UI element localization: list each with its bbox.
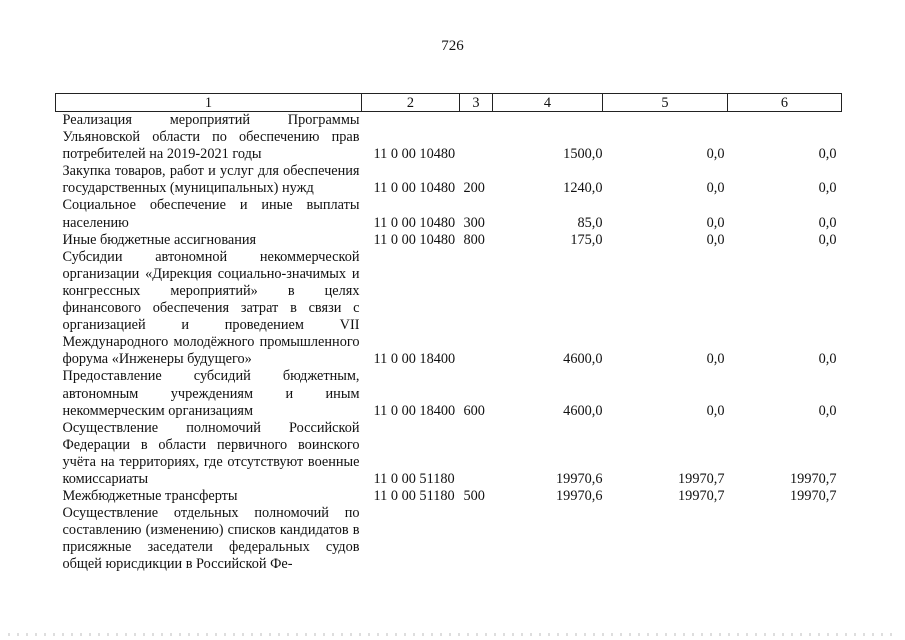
- row-target-code: 11 0 00 51180: [373, 470, 455, 487]
- table-row: [56, 163, 842, 197]
- row-target-code: 11 0 00 18400: [373, 402, 456, 419]
- row-target-code: 11 0 00 10480: [373, 146, 456, 163]
- row-value-col4: 4600,0: [563, 402, 603, 419]
- row-value-col5: 0,0: [706, 214, 725, 231]
- row-expense-kind: 300: [463, 214, 485, 231]
- table-row: [56, 197, 842, 231]
- row-name: Реализация мероприятий Программы Ульяновской области по обеспечению прав потребителей на 2019-2021 годы: [62, 112, 360, 163]
- row-value-col4: 175,0: [570, 231, 603, 248]
- row-value-col5: 0,0: [706, 402, 725, 419]
- row-expense-kind: 500: [463, 488, 485, 505]
- row-target-code: 11 0 00 51180: [373, 488, 455, 505]
- table-header-row: [56, 94, 842, 112]
- budget-table: [55, 93, 842, 574]
- row-name: Социальное обеспечение и иные выплаты населению: [62, 197, 360, 231]
- row-name: Предоставление субсидий бюджетным, автономным учреждениям и иным некоммерческим организациям: [62, 368, 360, 419]
- row-value-col5: 0,0: [706, 231, 725, 248]
- row-name: Субсидии автономной некоммерческой организации «Дирекция социально-значимых и конгрессных мероприятий» в целях финансового обеспечения затрат в связи с организацией и проведением VII Международного молодёжного промышленного форума «Инженеры будущего»: [62, 248, 360, 368]
- row-name: Осуществление отдельных полномочий по составлению (изменению) списков кандидатов в присяжные заседатели федеральных судов общей юрисдикции в Российской Фе-: [62, 505, 360, 573]
- row-value-col6: 0,0: [818, 146, 837, 163]
- row-value-col6: 0,0: [818, 231, 837, 248]
- row-value-col6: 19970,7: [790, 470, 837, 487]
- row-target-code: 11 0 00 10480: [373, 214, 456, 231]
- row-target-code: [362, 505, 460, 573]
- scan-edge-marks: [8, 633, 898, 636]
- row-value-col4: 1240,0: [563, 180, 603, 197]
- row-value-col5: [603, 505, 728, 573]
- row-expense-kind: 800: [463, 231, 485, 248]
- row-expense-kind: [460, 505, 493, 573]
- row-value-col6: 19970,7: [790, 488, 837, 505]
- page-number: 726: [441, 38, 464, 54]
- row-name: Закупка товаров, работ и услуг для обеспечения государственных (муниципальных) нужд: [62, 163, 360, 197]
- row-value-col6: 0,0: [818, 214, 837, 231]
- header-col-5: 5: [603, 94, 728, 112]
- row-value-col5: 0,0: [706, 180, 725, 197]
- row-expense-kind: [460, 249, 493, 369]
- header-col-3: 3: [460, 94, 493, 112]
- table-row: [56, 420, 842, 488]
- row-value-col5: 19970,7: [678, 470, 725, 487]
- header-col-2: 2: [362, 94, 460, 112]
- row-value-col4: 4600,0: [563, 351, 603, 368]
- table-row: [56, 488, 842, 505]
- row-value-col4: 85,0: [577, 214, 603, 231]
- row-value-col6: [728, 505, 842, 573]
- row-name: Межбюджетные трансферты: [62, 488, 238, 505]
- row-value-col6: 0,0: [818, 351, 837, 368]
- header-col-4: 4: [493, 94, 603, 112]
- table-row: [56, 232, 842, 249]
- table-row: [56, 505, 842, 573]
- row-expense-kind: 600: [463, 402, 485, 419]
- row-name: Иные бюджетные ассигнования: [62, 231, 257, 248]
- table-row: [56, 249, 842, 369]
- row-value-col4: 19970,6: [556, 488, 603, 505]
- row-value-col5: 19970,7: [678, 488, 725, 505]
- row-value-col5: 0,0: [706, 146, 725, 163]
- row-value-col5: 0,0: [706, 351, 725, 368]
- row-target-code: 11 0 00 10480: [373, 180, 456, 197]
- row-value-col4: [493, 505, 603, 573]
- table-row: [56, 112, 842, 164]
- row-expense-kind: 200: [463, 180, 485, 197]
- row-target-code: 11 0 00 18400: [373, 351, 456, 368]
- row-target-code: 11 0 00 10480: [373, 231, 456, 248]
- row-value-col6: 0,0: [818, 180, 837, 197]
- row-expense-kind: [460, 420, 493, 488]
- row-expense-kind: [460, 112, 493, 164]
- table-row: [56, 368, 842, 419]
- row-value-col4: 19970,6: [556, 470, 603, 487]
- header-col-1: 1: [56, 94, 362, 112]
- header-col-6: 6: [728, 94, 842, 112]
- row-value-col4: 1500,0: [563, 146, 603, 163]
- row-value-col6: 0,0: [818, 402, 837, 419]
- row-name: Осуществление полномочий Российской Федерации в области первичного воинского учёта на территориях, где отсутствуют военные комиссариаты: [62, 419, 360, 487]
